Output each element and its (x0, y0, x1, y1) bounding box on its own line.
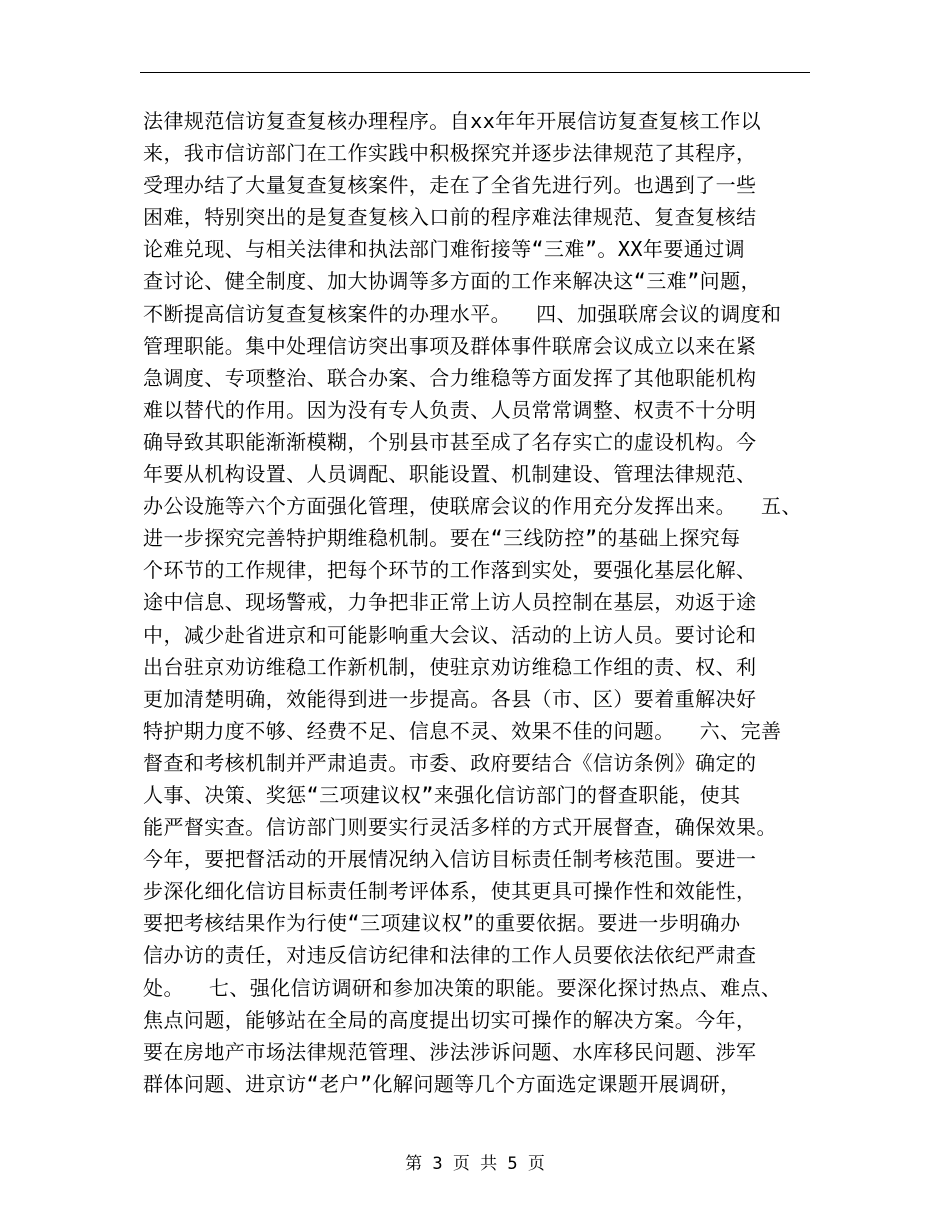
text-line: 管理职能。集中处理信访突出事项及群体事件联席会议成立以来在紧 (143, 333, 757, 358)
page-number-footer: 第 3 页 共 5 页 (405, 1154, 545, 1174)
text-line: 查讨论、健全制度、加大协调等多方面的工作来解决这“三难”问题， (143, 269, 762, 294)
body-text (143, 105, 823, 1100)
text-line: 更加清楚明确，效能得到进一步提高。各县（市、区）要着重解决好 (143, 686, 757, 711)
text-line: 进一步探究完善特护期维稳机制。要在“三线防控”的基础上探究每 (143, 526, 741, 551)
text-line: 难以替代的作用。因为没有专人负责、人员常常调整、权责不十分明 (143, 397, 757, 422)
header-rule (140, 72, 810, 73)
text-line: 要把考核结果作为行使“三项建议权”的重要依据。要进一步明确办 (143, 911, 741, 936)
text-line: 来，我市信访部门在工作实践中积极探究并逐步法律规范了其程序， (143, 141, 757, 166)
text-line: 人事、决策、奖惩“三项建议权”来强化信访部门的督查职能，使其 (143, 782, 741, 807)
text-line: 特护期力度不够、经费不足、信息不灵、效果不佳的问题。 六、完善 (143, 718, 782, 743)
text-line: 途中信息、现场警戒，力争把非正常上访人员控制在基层，劝返于途 (143, 590, 757, 615)
text-line: 确导致其职能渐渐模糊，个别县市甚至成了名存实亡的虚设机构。今 (143, 429, 757, 454)
text-line: 办公设施等六个方面强化管理，使联席会议的作用充分发挥出来。 五、 (143, 494, 802, 519)
text-line: 督查和考核机制并严肃追责。市委、政府要结合《信访条例》确定的 (143, 750, 757, 775)
text-line: 处。 七、强化信访调研和参加决策的职能。要深化探讨热点、难点、 (143, 975, 782, 1000)
text-line: 法律规范信访复查复核办理程序。自xx年年开展信访复查复核工作以 (143, 109, 762, 133)
text-line: 能严督实查。信访部门则要实行灵活多样的方式开展督查，确保效果。 (143, 815, 777, 840)
text-line: 年要从机构设置、人员调配、职能设置、机制建设、管理法律规范、 (143, 462, 757, 487)
text-line: 今年，要把督活动的开展情况纳入信访目标责任制考核范围。要进一 (143, 847, 757, 872)
text-line: 论难兑现、与相关法律和执法部门难衔接等“三难”。XX年要通过调 (143, 237, 746, 262)
text-line: 群体问题、进京访“老户”化解问题等几个方面选定课题开展调研， (143, 1071, 741, 1096)
text-line: 要在房地产市场法律规范管理、涉法涉诉问题、水库移民问题、涉军 (143, 1039, 757, 1064)
text-line: 出台驻京劝访维稳工作新机制，使驻京劝访维稳工作组的责、权、利 (143, 654, 757, 679)
text-line: 个环节的工作规律，把每个环节的工作落到实处，要强化基层化解、 (143, 558, 757, 583)
text-line: 中，减少赴省进京和可能影响重大会议、活动的上访人员。要讨论和 (143, 622, 757, 647)
text-line: 受理办结了大量复查复核案件，走在了全省先进行列。也遇到了一些 (143, 173, 757, 198)
text-line: 急调度、专项整治、联合办案、合力维稳等方面发挥了其他职能机构 (143, 365, 757, 390)
text-line: 焦点问题，能够站在全局的高度提出切实可操作的解决方案。今年， (143, 1007, 757, 1032)
text-line: 困难，特别突出的是复查复核入口前的程序难法律规范、复查复核结 (143, 205, 757, 230)
text-line: 不断提高信访复查复核案件的办理水平。 四、加强联席会议的调度和 (143, 301, 782, 326)
text-line: 步深化细化信访目标责任制考评体系，使其更具可操作性和效能性， (143, 879, 757, 904)
text-line: 信办访的责任，对违反信访纪律和法律的工作人员要依法依纪严肃查 (143, 943, 757, 968)
